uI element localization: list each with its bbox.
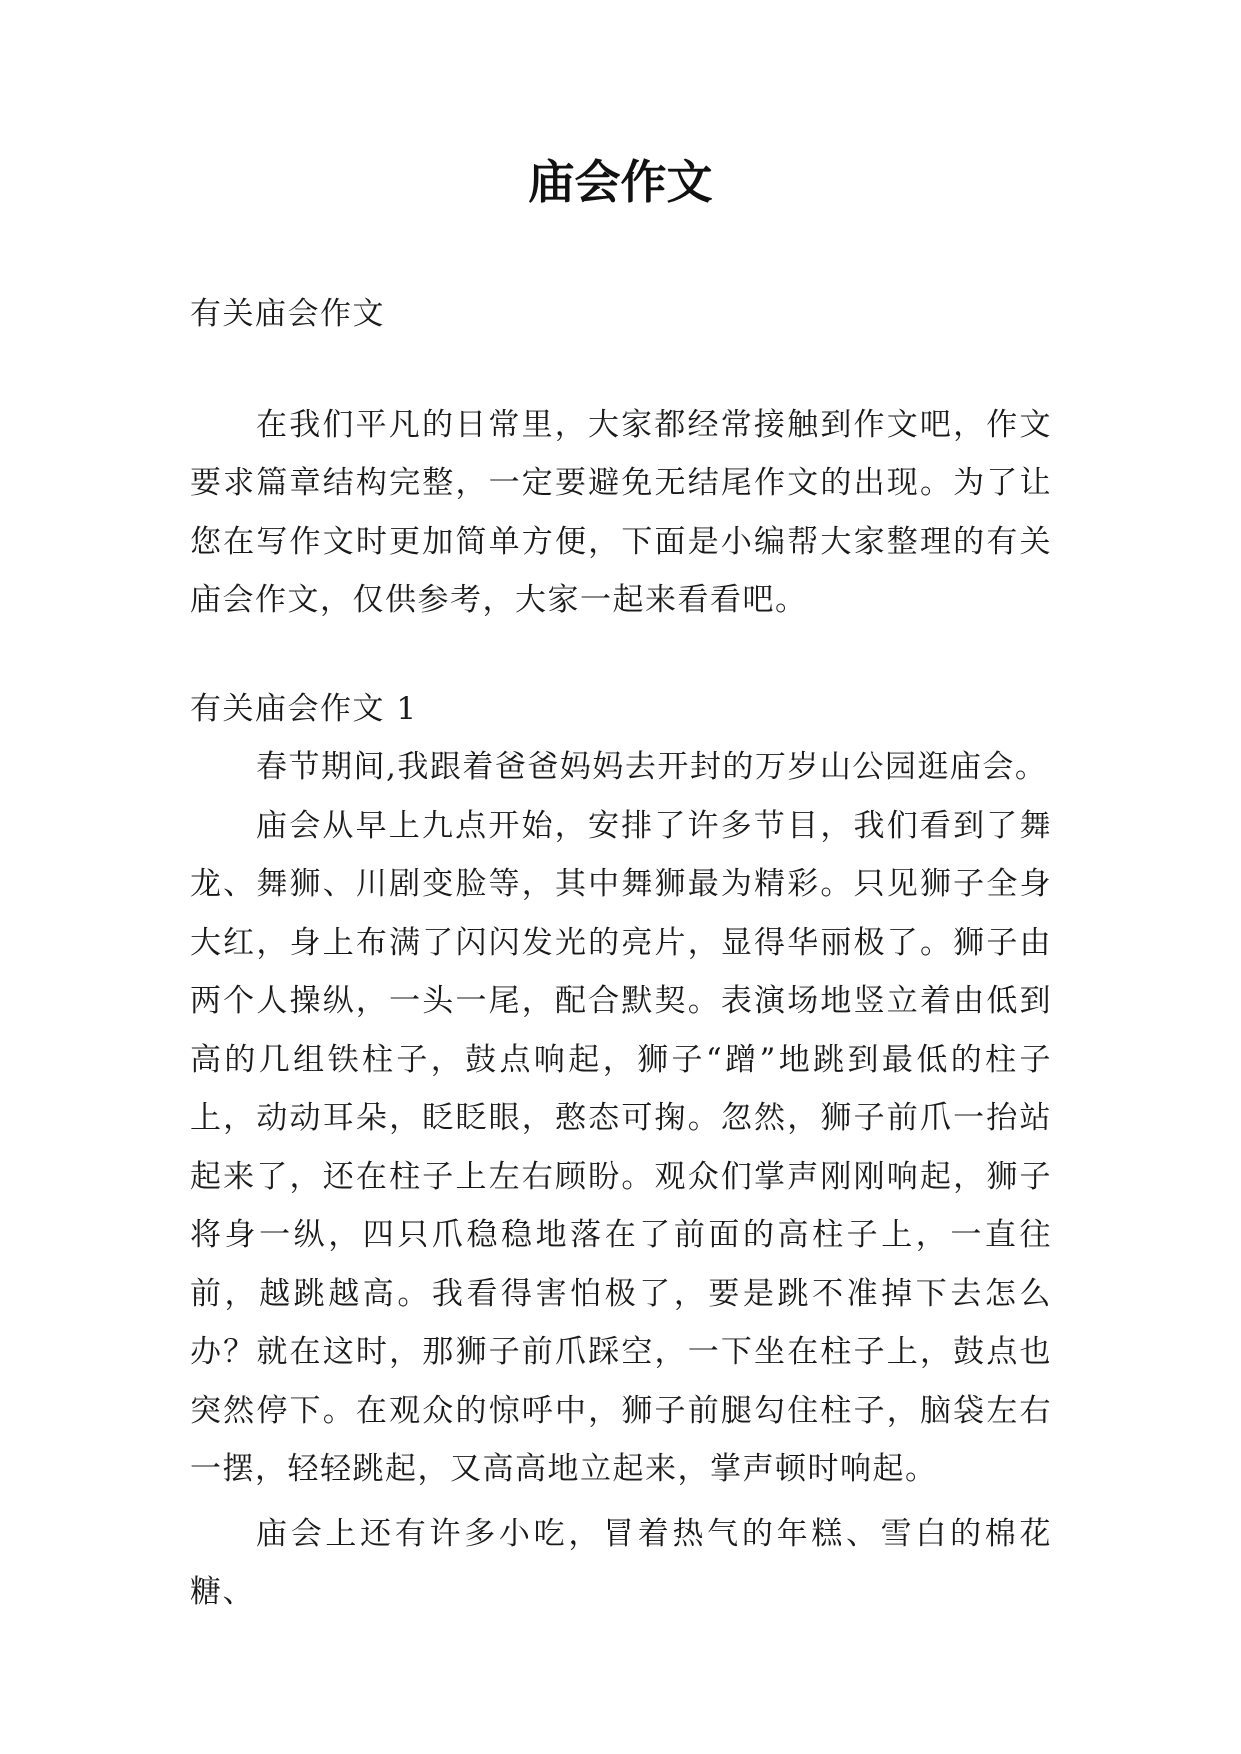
body-paragraph-1: 春节期间,我跟着爸爸妈妈去开封的万岁山公园逛庙会。 — [256, 749, 1048, 785]
section-heading: 有关庙会作文 1 — [190, 690, 418, 727]
document-title: 庙会作文 — [528, 155, 713, 209]
intro-paragraph: 在我们平凡的日常里，大家都经常接触到作文吧，作文要求篇章结构完整，一定要避免无结尾作文的出现。为了让您在写作文时更加简单方便，下面是小编帮大家整理的有关庙会作文，仅供参考，大家一起来看看吧。 — [190, 406, 1052, 618]
document-body — [190, 285, 1052, 1622]
document-subtitle: 有关庙会作文 — [190, 296, 385, 332]
body-paragraph-3: 庙会上还有许多小吃，冒着热气的年糕、雪白的棉花糖、 — [190, 1515, 1052, 1610]
body-paragraph-2: 庙会从早上九点开始，安排了许多节目，我们看到了舞龙、舞狮、川剧变脸等，其中舞狮最为精彩。只见狮子全身大红，身上布满了闪闪发光的亮片，显得华丽极了。狮子由两个人操纵，一头一尾，配合默契。表演场地竖立着由低到高的几组铁柱子，鼓点响起，狮子“蹭”地跳到最低的柱子上，动动耳朵，眨眨眼，憨态可掬。忽然，狮子前爪一抬站起来了，还在柱子上左右顾盼。观众们掌声刚刚响起，狮子将身一纵，四只爪稳稳地落在了前面的高柱子上，一直往前，越跳越高。我看得害怕极了，要是跳不准掉下去怎么办？就在这时，那狮子前爪踩空，一下坐在柱子上，鼓点也突然停下。在观众的惊呼中，狮子前腿勾住柱子，脑袋左右一摆，轻轻跳起，又高高地立起来，掌声顿时响起。 — [190, 807, 1052, 1487]
